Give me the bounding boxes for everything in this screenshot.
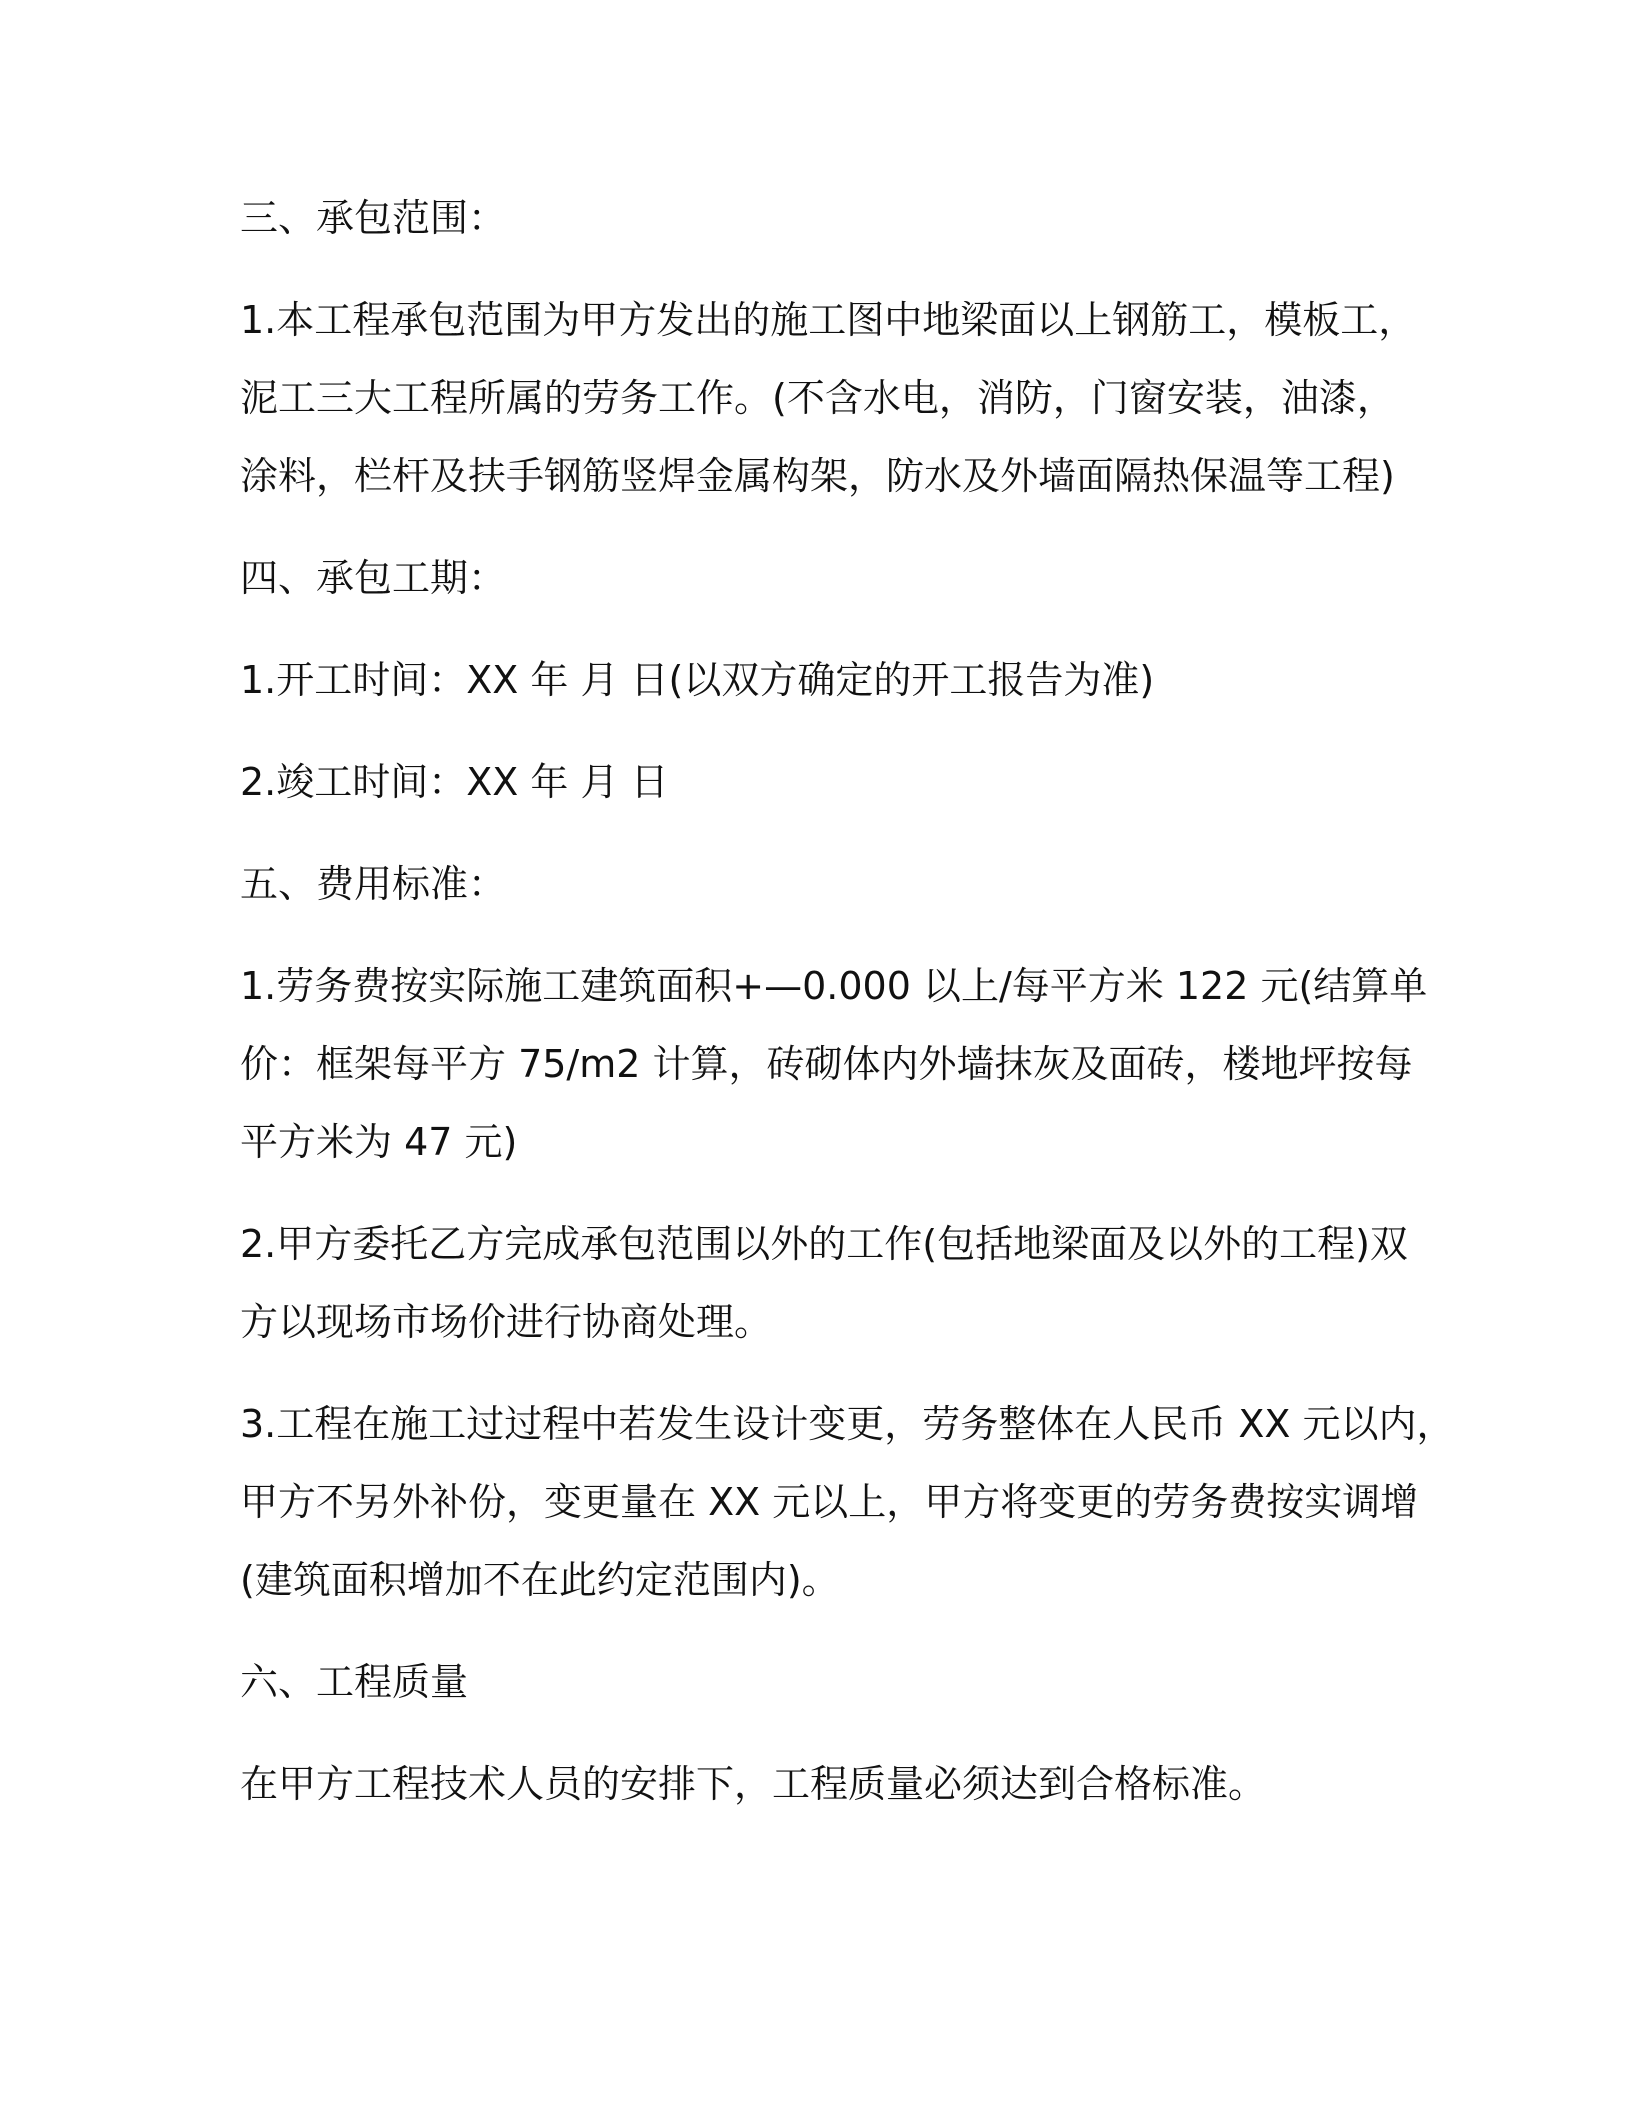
section3-heading: 三、承包范围： <box>240 196 507 240</box>
section3-item1-line1: 1.本工程承包范围为甲方发出的施工图中地梁面以上钢筋工，模板工， <box>240 298 1417 342</box>
section5-item1-line2: 价：框架每平方 75/m2 计算，砖砌体内外墙抹灰及面砖，楼地坪按每 <box>240 1042 1413 1086</box>
section5-item2-line2: 方以现场市场价进行协商处理。 <box>240 1300 773 1344</box>
section4-heading: 四、承包工期： <box>240 556 507 600</box>
section3-item1-line2: 泥工三大工程所属的劳务工作。(不含水电，消防，门窗安装，油漆， <box>240 376 1395 420</box>
section5-heading: 五、费用标准： <box>240 862 507 906</box>
section5-item3-line2: 甲方不另外补份，变更量在 XX 元以上，甲方将变更的劳务费按实调增 <box>240 1480 1419 1524</box>
section6-body: 在甲方工程技术人员的安排下，工程质量必须达到合格标准。 <box>240 1762 1267 1806</box>
section5-item3-line3: (建筑面积增加不在此约定范围内)。 <box>240 1558 840 1602</box>
section5-item1-line3: 平方米为 47 元) <box>240 1120 518 1164</box>
section5-item3-line1: 3.工程在施工过过程中若发生设计变更，劳务整体在人民币 XX 元以内， <box>240 1402 1455 1446</box>
section5-item1-line1: 1.劳务费按实际施工建筑面积+—0.000 以上/每平方米 122 元(结算单 <box>240 964 1428 1008</box>
section5-item2-line1: 2.甲方委托乙方完成承包范围以外的工作(包括地梁面及以外的工程)双 <box>240 1222 1408 1266</box>
section4-item1: 1.开工时间：XX 年 月 日(以双方确定的开工报告为准) <box>240 658 1155 702</box>
section3-item1-line3: 涂料，栏杆及扶手钢筋竖焊金属构架，防水及外墙面隔热保温等工程) <box>240 454 1395 498</box>
section6-heading: 六、工程质量 <box>240 1660 469 1704</box>
section4-item2: 2.竣工时间：XX 年 月 日 <box>240 760 669 804</box>
